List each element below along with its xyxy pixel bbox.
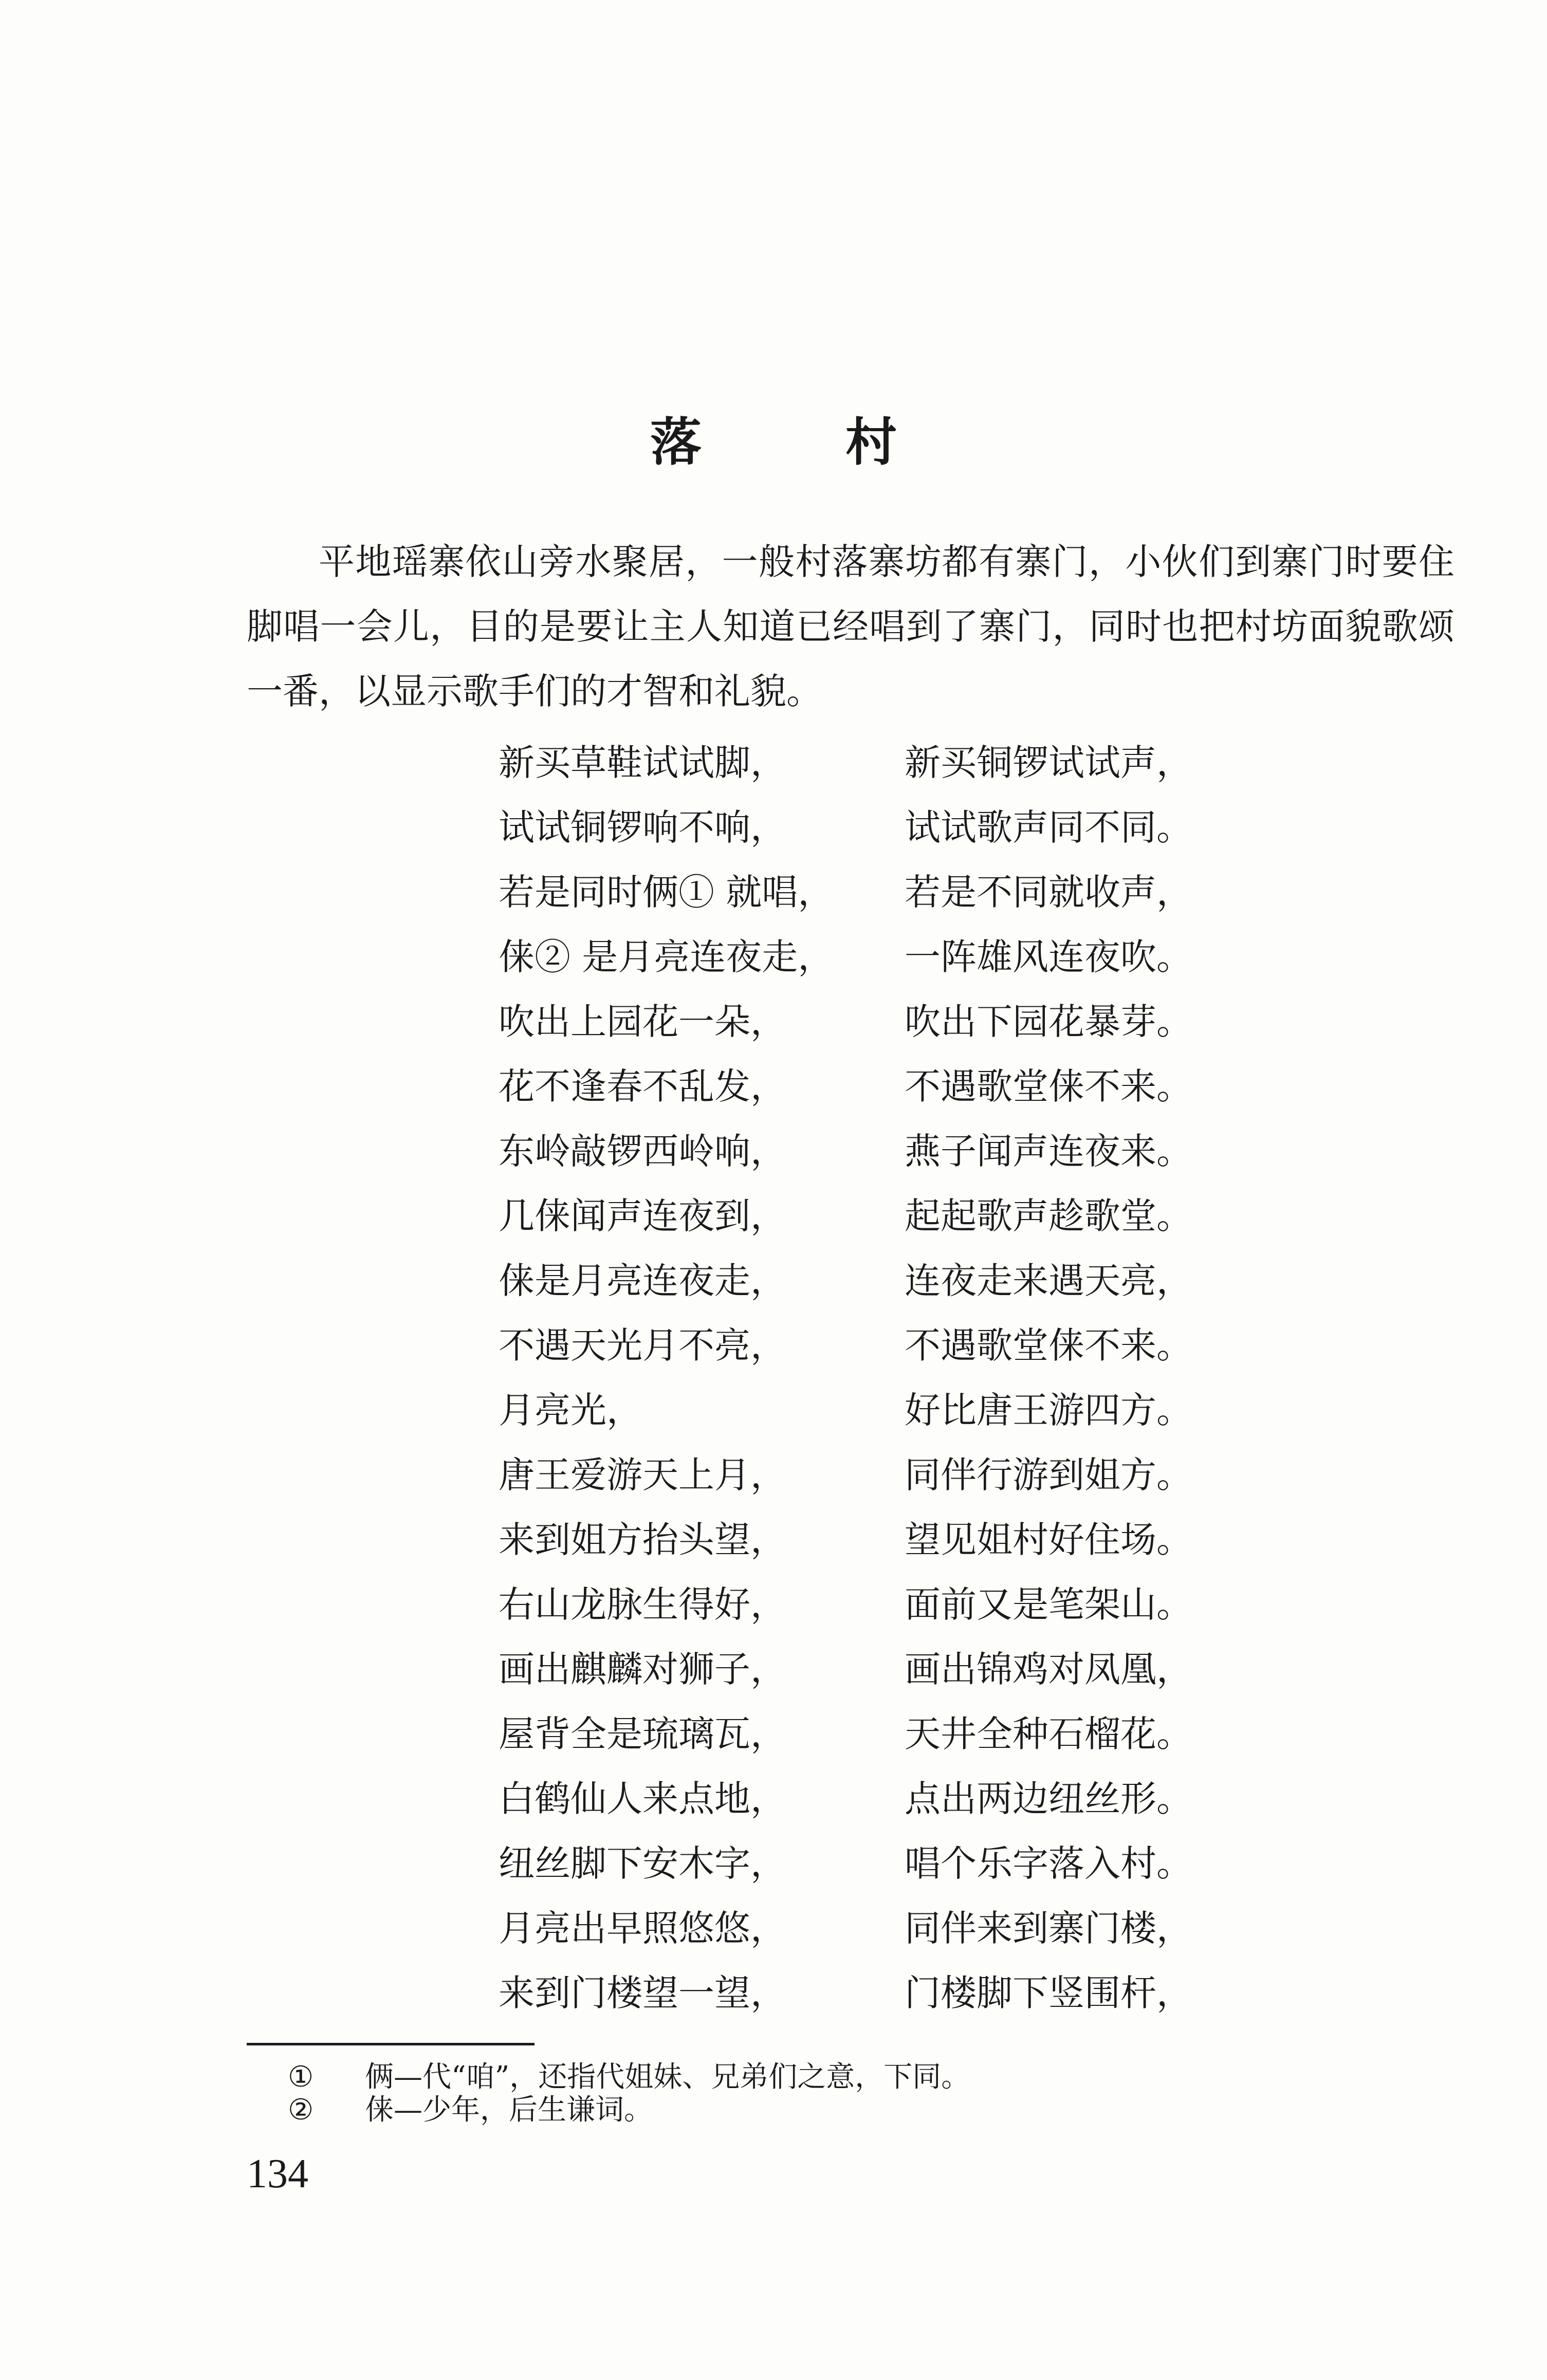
- verse-line: [499, 1375, 1475, 1440]
- verse-left: 来到门楼望一望，: [499, 1971, 786, 2014]
- verse-left: 俫是月亮连夜走，: [499, 1259, 786, 1302]
- verse-left: 月亮光，: [499, 1389, 642, 1431]
- verse-line: [499, 792, 1475, 857]
- verse-left: 右山龙脉生得好，: [499, 1583, 786, 1626]
- intro-paragraph: 平地瑶寨依山旁水聚居，一般村落寨坊都有寨门，小伙们到寨门时要住脚唱一会儿，目的是要让主人知道已经唱到了寨门，同时也把村坊面貌歌颂一番，以显示歌手们的才智和礼貌。: [247, 541, 1454, 712]
- verse-right: 新买铜锣试试声，: [905, 741, 1192, 784]
- verse-line: [499, 1116, 1475, 1180]
- footnote-item: [288, 2094, 1470, 2127]
- verse-left: 白鹤仙人来点地，: [499, 1777, 786, 1820]
- verse-line: [499, 986, 1475, 1051]
- footnote-item: [288, 2061, 1470, 2094]
- verse-right: 若是不同就收声，: [905, 871, 1192, 913]
- verse-left: 唐王爱游天上月，: [499, 1453, 786, 1496]
- verse-right: 同伴行游到姐方。: [905, 1453, 1192, 1496]
- verse-line: [499, 1440, 1475, 1504]
- verse-left: 东岭敲锣西岭响，: [499, 1130, 786, 1172]
- verse-right: 不遇歌堂俫不来。: [905, 1065, 1192, 1108]
- page-number: 134: [247, 2151, 308, 2197]
- verse-line: [499, 1763, 1475, 1828]
- verse-line: [499, 1051, 1475, 1116]
- verse-right: 吹出下园花暴芽。: [905, 1000, 1192, 1043]
- verse-line: [499, 1958, 1475, 2022]
- verse-left: 俫② 是月亮连夜走，: [499, 935, 834, 978]
- verse-line: [499, 1634, 1475, 1699]
- verse-right: 连夜走来遇天亮，: [905, 1259, 1192, 1302]
- verse-left: 试试铜锣响不响，: [499, 806, 786, 848]
- verse-left: 纽丝脚下安木字，: [499, 1842, 786, 1885]
- verse-right: 起起歌声趁歌堂。: [905, 1194, 1192, 1237]
- footnote-text: 俩—代“咱”，还指代姐妹、兄弟们之意，下同。: [365, 2060, 970, 2094]
- verse-right: 试试歌声同不同。: [905, 806, 1192, 848]
- verse-left: 画出麒麟对狮子，: [499, 1648, 786, 1690]
- verse-line: [499, 921, 1475, 986]
- verse-right: 同伴来到寨门楼，: [905, 1907, 1192, 1949]
- verse-right: 门楼脚下竖围杆，: [905, 1971, 1192, 2014]
- verse-line: [499, 1699, 1475, 1763]
- verse-right: 燕子闻声连夜来。: [905, 1130, 1192, 1172]
- verse-line: [499, 1245, 1475, 1310]
- verse-right: 不遇歌堂俫不来。: [905, 1324, 1192, 1367]
- verse-left: 月亮出早照悠悠，: [499, 1907, 786, 1949]
- verse-line: [499, 1180, 1475, 1245]
- verse-right: 唱个乐字落入村。: [905, 1842, 1192, 1885]
- verse-right: 一阵雄风连夜吹。: [905, 935, 1192, 978]
- verse-left: 来到姐方抬头望，: [499, 1518, 786, 1561]
- verse-line: [499, 1893, 1475, 1958]
- verse-line: [499, 1569, 1475, 1634]
- page-title: 落 村: [650, 412, 943, 472]
- verse-line: [499, 727, 1475, 792]
- footnote-marker: ②: [288, 2093, 314, 2127]
- verse-right: 画出锦鸡对凤凰，: [905, 1648, 1192, 1690]
- verse-line: [499, 857, 1475, 921]
- verse-right: 面前又是笔架山。: [905, 1583, 1192, 1626]
- verse-right: 点出两边纽丝形。: [905, 1777, 1192, 1820]
- verse-left: 花不逢春不乱发，: [499, 1065, 786, 1108]
- verse-left: 不遇天光月不亮，: [499, 1324, 786, 1367]
- poem-verses: [499, 727, 1475, 2022]
- footnote-text: 俫—少年，后生谦词。: [365, 2093, 653, 2127]
- verse-left: 几俫闻声连夜到，: [499, 1194, 786, 1237]
- verse-left: 新买草鞋试试脚，: [499, 741, 786, 784]
- footnote-marker: ①: [288, 2060, 314, 2094]
- verse-right: 天井全种石榴花。: [905, 1712, 1192, 1755]
- footnote-divider: [247, 2043, 535, 2045]
- verse-left: 若是同时俩① 就唱，: [499, 871, 834, 913]
- verse-left: 屋背全是琉璃瓦，: [499, 1712, 786, 1755]
- verse-left: 吹出上园花一朵，: [499, 1000, 786, 1043]
- verse-line: [499, 1828, 1475, 1893]
- footnotes: [288, 2061, 1470, 2127]
- verse-right: 望见姐村好住场。: [905, 1518, 1192, 1561]
- verse-line: [499, 1310, 1475, 1375]
- verse-right: 好比唐王游四方。: [905, 1389, 1192, 1431]
- verse-line: [499, 1504, 1475, 1569]
